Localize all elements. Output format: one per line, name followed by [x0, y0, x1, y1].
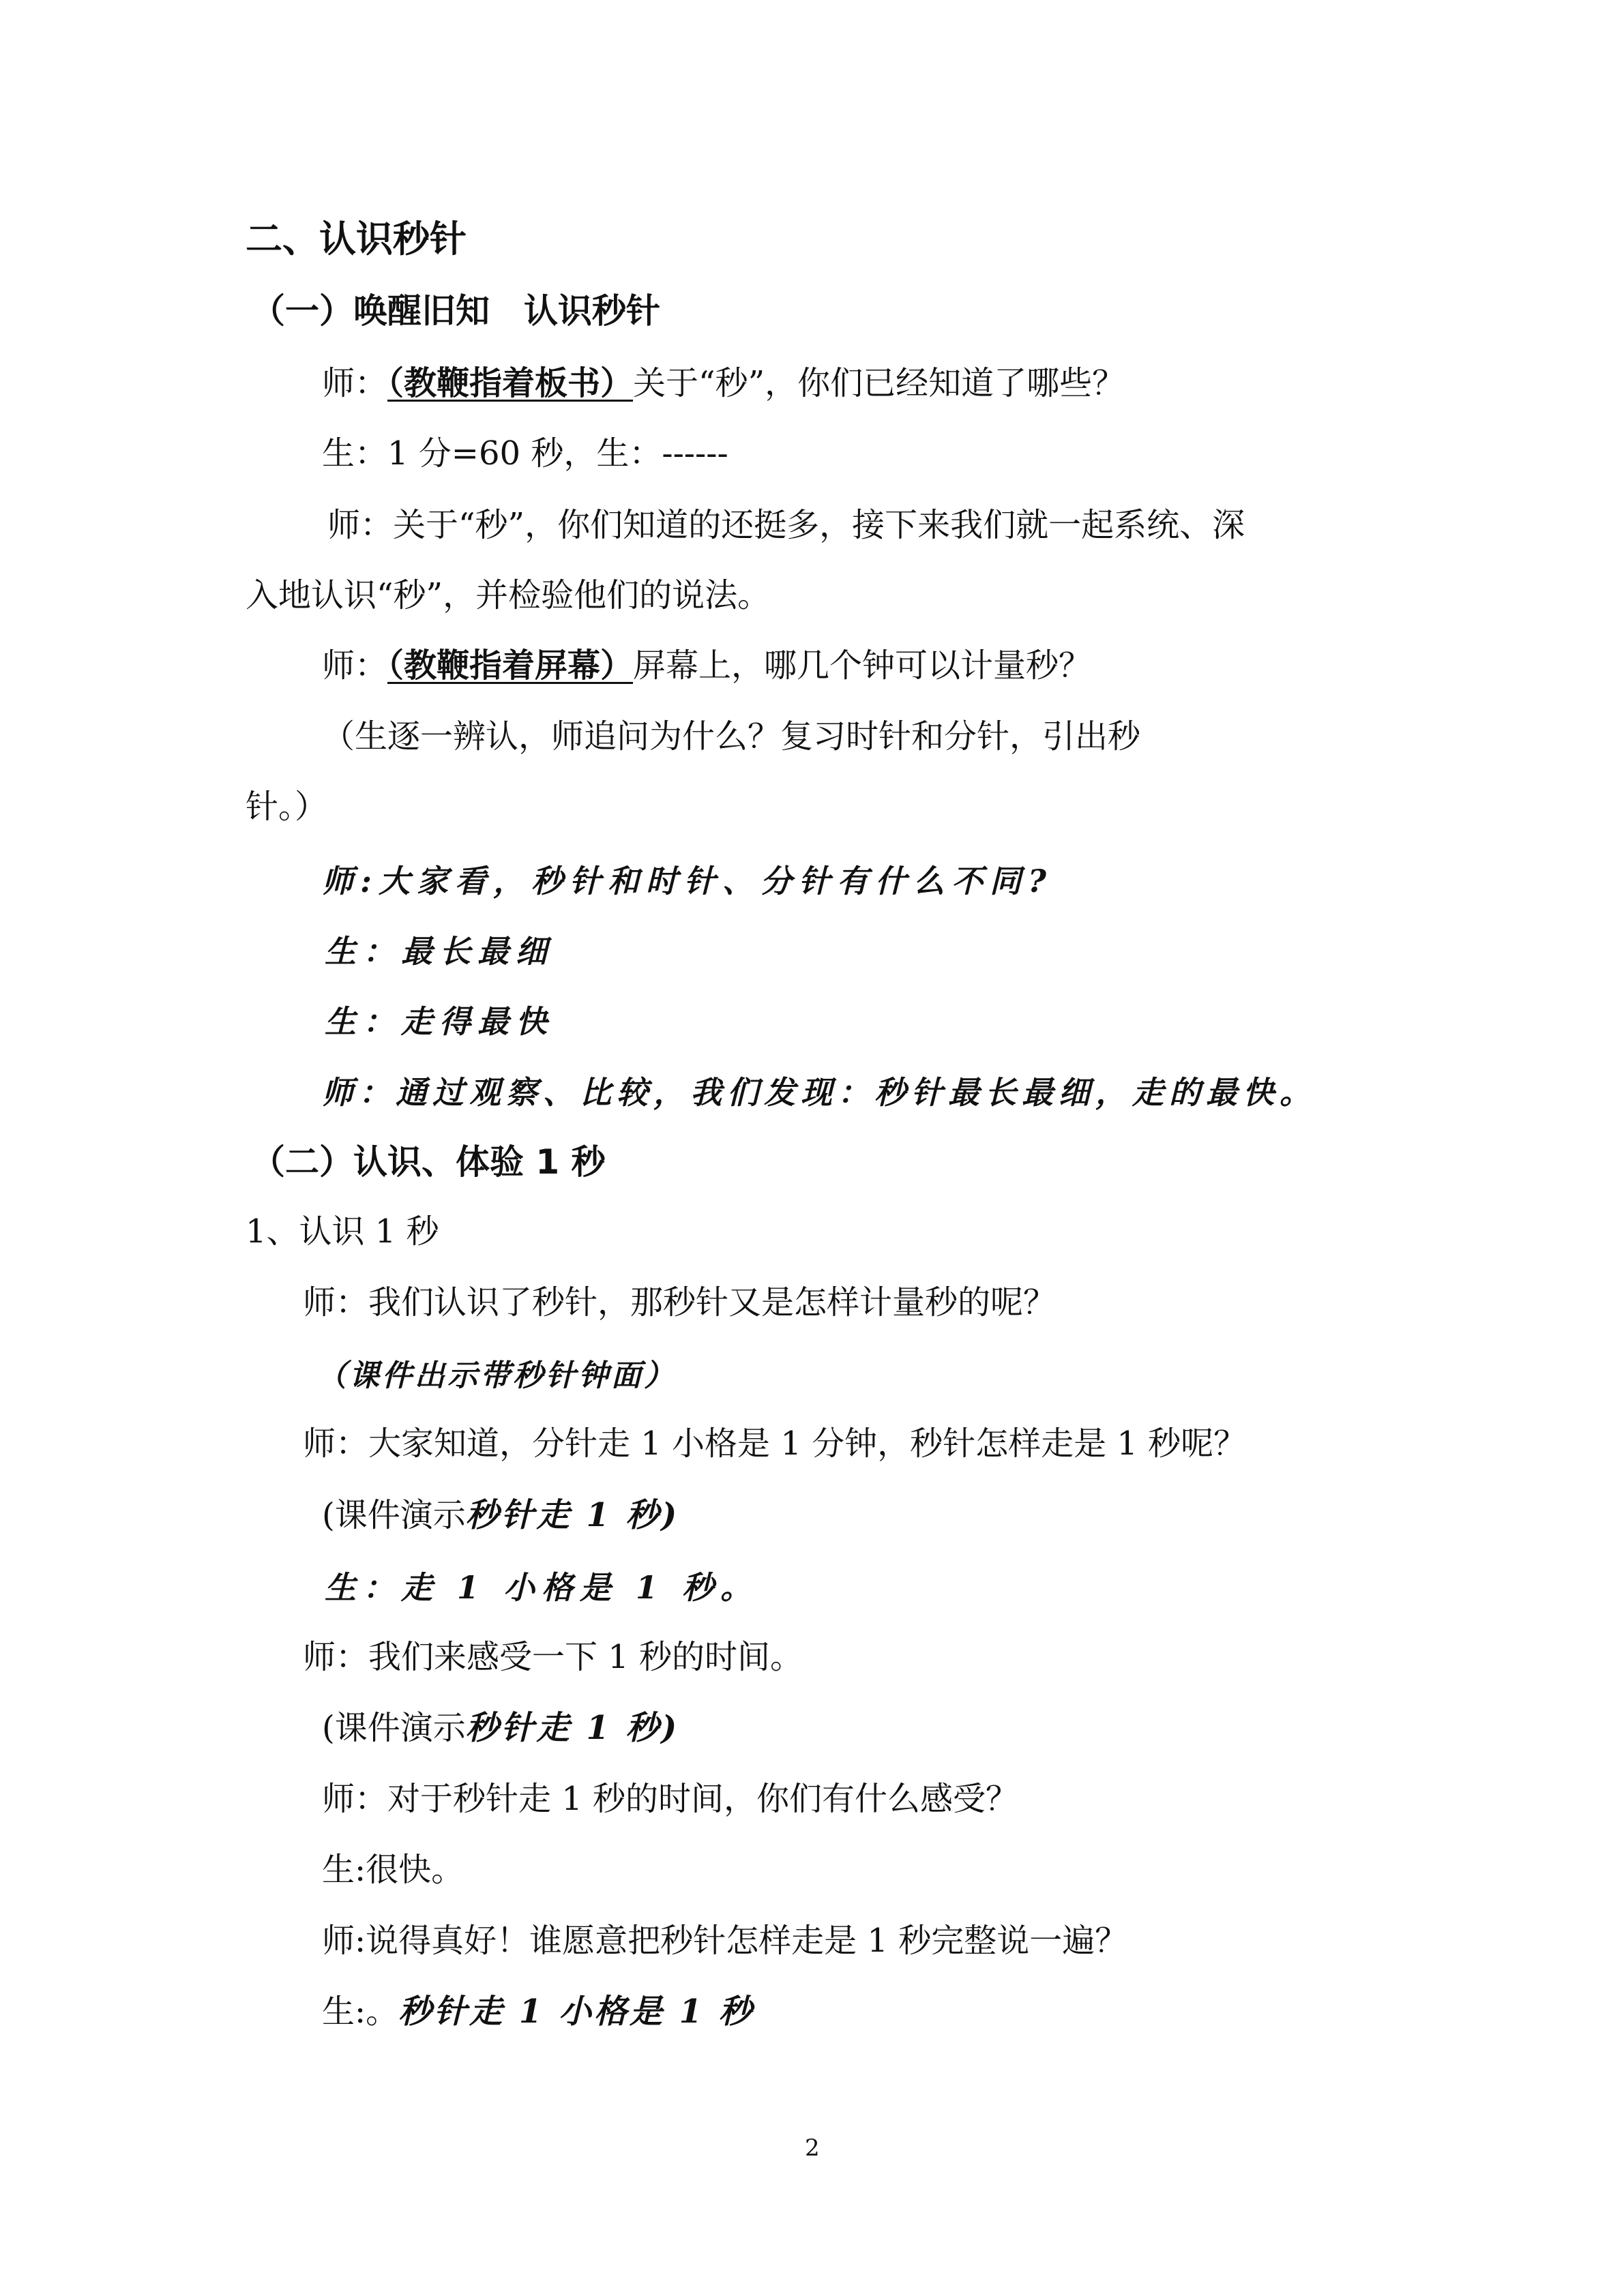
paragraph-line: 师:说得真好！谁愿意把秒针怎样走是 1 秒完整说一遍？	[322, 1922, 1128, 1960]
paragraph-line: 生：走 1 小格是 1 秒。	[325, 1569, 759, 1606]
paragraph-line: 生：1 分=60 秒，生：------	[322, 434, 728, 473]
paragraph-line: 师：通过观察、比较，我们发现：秒针最长最细，走的最快。	[322, 1074, 1316, 1111]
subsection-title-2: （二）认识、体验 1 秒	[251, 1142, 606, 1182]
paragraph-line	[322, 645, 1091, 686]
line-text: (课件演示	[322, 1496, 466, 1534]
paragraph-line	[322, 1495, 679, 1536]
underlined-stage-direction: （教鞭指着板书）	[387, 364, 634, 402]
paragraph-line: 师：大家知道，分针走 1 小格是 1 分钟，秒针怎样走是 1 秒呢？	[303, 1425, 1247, 1463]
line-text: 屏幕上，哪几个钟可以计量秒？	[633, 646, 1092, 685]
paragraph-line: 师：我们认识了秒针，那秒针又是怎样计量秒的呢？	[303, 1283, 1057, 1322]
line-text: 关于“秒”，你们已经知道了哪些？	[633, 364, 1125, 402]
emphasis-text: 秒针走 1 小格是 1 秒	[398, 1993, 754, 2031]
paragraph-line: 师：我们来感受一下 1 秒的时间。	[303, 1638, 803, 1676]
paragraph-line	[322, 1991, 754, 2032]
emphasis-text: 秒针走 1 秒)	[465, 1709, 680, 1747]
paragraph-line: 生：最长最细	[325, 933, 554, 970]
paragraph-line	[322, 1708, 679, 1748]
paragraph-line: 入地认识“秒”，并检验他们的说法。	[246, 576, 771, 614]
speaker-label: 师：	[322, 364, 388, 402]
speaker-label: 生:。	[322, 1993, 399, 2031]
emphasis-text: 秒针走 1 秒)	[465, 1496, 680, 1534]
paragraph-line: 师：关于“秒”，你们知道的还挺多，接下来我们就一起系统、深	[327, 506, 1245, 544]
underlined-stage-direction: （教鞭指着屏幕）	[387, 646, 634, 685]
paragraph-line: （生逐一辨认，师追问为什么？复习时针和分针，引出秒	[322, 717, 1141, 756]
paragraph-line: 师：对于秒针走 1 秒的时间，你们有什么感受？	[322, 1780, 1019, 1818]
paragraph-line: 师:大家看，秒针和时针、分针有什么不同?	[322, 863, 1053, 899]
paragraph-line: 生：走得最快	[325, 1003, 554, 1040]
section-title: 二、认识秒针	[246, 218, 467, 260]
page-number: 2	[805, 2134, 820, 2162]
paragraph-line: （课件出示带秒针钟面）	[316, 1358, 677, 1393]
paragraph-line: 生:很快。	[322, 1851, 464, 1889]
speaker-label: 师：	[322, 646, 388, 685]
paragraph-line: 针。）	[246, 788, 328, 826]
paragraph-line: 1、认识 1 秒	[246, 1212, 439, 1251]
subsection-title-1: （一）唤醒旧知 认识秒针	[251, 291, 660, 331]
paragraph-line	[322, 363, 1125, 404]
line-text: (课件演示	[322, 1709, 466, 1747]
